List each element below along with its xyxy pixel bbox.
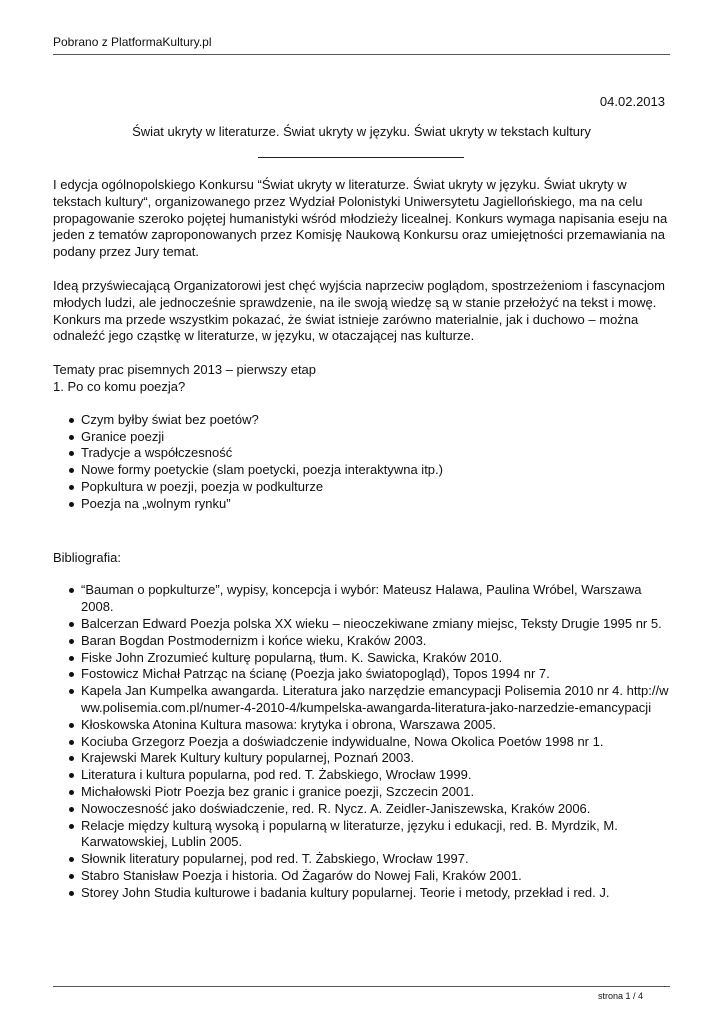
bullet-icon — [69, 807, 74, 812]
header-divider — [53, 54, 670, 55]
bibliography-entry: Fiske John Zrozumieć kulturę popularną, tłum. K. Sawicka, Kraków 2010. — [81, 649, 503, 665]
bibliography-entry: “Bauman o popkulturze”, wypisy, koncepcja i wybór: Mateusz Halawa, Paulina Wróbel, Warszawa 2008. — [81, 582, 642, 615]
bibliography-entry: Baran Bogdan Postmodernizm i końce wieku, Kraków 2003. — [81, 632, 427, 648]
bibliography-entry: Kociuba Grzegorz Poezja a doświadczenie indywidualne, Nowa Okolica Poetów 1998 nr 1. — [81, 733, 604, 749]
list-item — [53, 496, 670, 513]
list-item — [53, 750, 670, 767]
theme-question: 1. Po co komu poezja? — [53, 378, 186, 394]
topic-text: Tradycje a współczesność — [81, 445, 233, 461]
bullet-icon — [69, 891, 74, 896]
topic-text: Popkultura w poezji, poezja w podkulturze — [81, 478, 324, 494]
document-title: Świat ukryty w literaturze. Świat ukryty w języku. Świat ukryty w tekstach kultury — [132, 124, 591, 139]
topic-text: Czym byłby świat bez poetów? — [81, 411, 259, 427]
bullet-icon — [69, 740, 74, 745]
list-item — [53, 734, 670, 751]
list-item — [53, 616, 670, 633]
bibliography-entry: Słownik literatury popularnej, pod red. T. Żabskiego, Wrocław 1997. — [81, 851, 469, 867]
title-underline — [258, 157, 464, 158]
list-item — [53, 429, 670, 446]
bibliography-entry: Balcerzan Edward Poezja polska XX wieku – nieoczekiwane zmiany miejsc, Teksty Drugie 1995 nr 5. — [81, 615, 662, 631]
footer-divider — [53, 986, 670, 987]
bullet-icon — [69, 756, 74, 761]
intro-paragraph: I edycja ogólnopolskiego Konkursu “Świat ukryty w literaturze. Świat ukryty w języku. Świat ukryty w tekstach kultury“, organizowanego przez Wydział Polonistyki Uniwersytetu Jagiellońskiego, ma na celu propagowanie szeroko pojętej humanistyki wśród młodzieży licealnej. Konkurs wymaga napisania eseju na jeden z tematów zaproponowanych przez Komisję Naukową Konkursu oraz umiejętności przemawiania na podany przez Jury temat. — [53, 177, 668, 260]
bullet-icon — [69, 639, 74, 644]
bullet-icon — [69, 824, 74, 829]
list-item — [53, 851, 670, 868]
list-item — [53, 445, 670, 462]
bibliography-entry: Kłoskowska Atonina Kultura masowa: krytyka i obrona, Warszawa 2005. — [81, 716, 496, 732]
bullet-icon — [69, 723, 74, 728]
bullet-icon — [69, 857, 74, 862]
list-item — [53, 818, 670, 852]
list-item — [53, 412, 670, 429]
list-item — [53, 633, 670, 650]
bibliography-entry: Krajewski Marek Kultury kultury popularnej, Poznań 2003. — [81, 750, 415, 766]
bullet-icon — [69, 656, 74, 661]
page-number: strona 1 / 4 — [597, 991, 643, 1001]
document-date: 04.02.2013 — [599, 94, 665, 109]
topics-list — [53, 412, 670, 513]
topic-text: Granice poezji — [81, 428, 165, 444]
list-item — [53, 868, 670, 885]
topic-text: Poezja na „wolnym rynku” — [81, 495, 231, 511]
goal-paragraph: Ideą przyświecającą Organizatorowi jest chęć wyjścia naprzeciw poglądom, spostrzeżeniom i fascynacjom młodych ludzi, ale jednocześnie sprawdzenie, na ile swoją wiedzę są w stanie przełożyć na tekst i mowę. Konkurs ma przede wszystkim pokazać, że świat istnieje zarówno materialnie, jak i duchowo – można odnaleźć jego cząstkę w literaturze, w języku, w otaczającej nas kulturze. — [53, 277, 665, 344]
bullet-icon — [69, 588, 74, 593]
bullet-icon — [69, 874, 74, 879]
themes-heading: Tematy prac pisemnych 2013 – pierwszy etap — [53, 362, 317, 378]
list-item — [53, 801, 670, 818]
list-item — [53, 666, 670, 683]
bullet-icon — [69, 502, 74, 507]
list-item — [53, 767, 670, 784]
bibliography-entry: Nowoczesność jako doświadczenie, red. R. Nycz. A. Zeidler-Janiszewska, Kraków 2006. — [81, 800, 591, 816]
list-item — [53, 462, 670, 479]
bibliography-list — [53, 582, 670, 901]
list-item — [53, 582, 670, 616]
bullet-icon — [69, 773, 74, 778]
bibliography-entry: Relacje między kulturą wysoką i popularną w literaturze, języku i edukacji, red. B. Myrdzik, M. Karwatowskiej, Lublin 2005. — [81, 817, 618, 850]
topic-text: Nowe formy poetyckie (slam poetycki, poezja interaktywna itp.) — [81, 462, 443, 478]
list-item — [53, 683, 670, 717]
bullet-icon — [69, 485, 74, 490]
bibliography-entry: Fostowicz Michał Patrząc na ścianę (Poezja jako światopogląd), Topos 1994 nr 7. — [81, 666, 550, 682]
bibliography-entry: Michałowski Piotr Poezja bez granic i granice poezji, Szczecin 2001. — [81, 783, 475, 799]
bullet-icon — [69, 790, 74, 795]
list-item — [53, 885, 670, 902]
bibliography-entry: Kapela Jan Kumpelka awangarda. Literatura jako narzędzie emancypacji Polisemia 2010 nr 4. http://www.polisemia.com.pl/numer-4-2010-4/kumpelska-awangarda-literatura-jako-narzedzie-emancypacji — [81, 683, 669, 715]
bullet-icon — [69, 435, 74, 440]
bibliography-heading: Bibliografia: — [53, 549, 121, 565]
bullet-icon — [69, 672, 74, 677]
bullet-icon — [69, 622, 74, 627]
source-header: Pobrano z PlatformaKultury.pl — [53, 35, 212, 49]
bibliography-entry: Literatura i kultura popularna, pod red. T. Żabskiego, Wrocław 1999. — [81, 767, 472, 783]
bibliography-entry: Storey John Studia kulturowe i badania kultury popularnej. Teorie i metody, przekład i red. J. — [81, 884, 610, 900]
list-item — [53, 717, 670, 734]
list-item — [53, 479, 670, 496]
bullet-icon — [69, 468, 74, 473]
bibliography-entry: Stabro Stanisław Poezja i historia. Od Żagarów do Nowej Fali, Kraków 2001. — [81, 867, 522, 883]
bullet-icon — [69, 689, 74, 694]
list-item — [53, 650, 670, 667]
bullet-icon — [69, 418, 74, 423]
document-body — [53, 177, 670, 901]
list-item — [53, 784, 670, 801]
bullet-icon — [69, 451, 74, 456]
